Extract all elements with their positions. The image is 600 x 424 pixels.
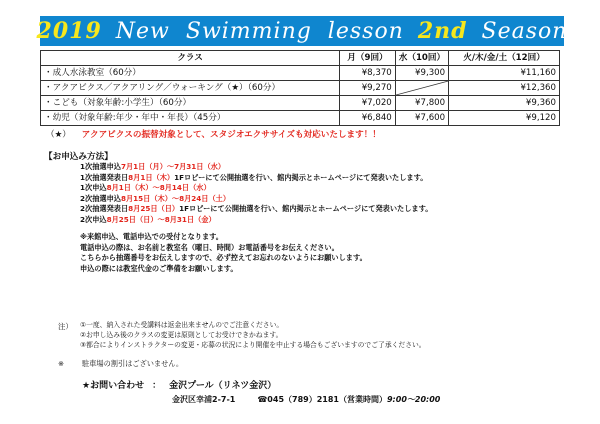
list-item <box>80 194 432 205</box>
schedule-label: 2次抽選申込 <box>80 193 121 203</box>
fee-other: ¥9,120 <box>449 111 560 126</box>
schedule-label: 1次抽選発表日 <box>80 172 129 182</box>
fee-wednesday: ¥7,600 <box>395 111 448 126</box>
contact-address: 金沢区幸浦2-7-1 <box>172 395 236 404</box>
schedule-date: 8月1日（木） <box>128 172 175 182</box>
list-item: ①一度、納入された受講料は返金出来ませんのでご注意ください。 <box>80 321 284 329</box>
contact-hours: 9:00～20:00 <box>386 395 441 404</box>
banner-season-word: Season <box>481 18 568 44</box>
banner-season-number: 2nd <box>417 18 468 44</box>
class-name: ・アクアビクス／アクアリング／ウォーキング（★）（60分） <box>41 81 340 96</box>
schedule-label: 2次抽選発表日 <box>80 204 129 214</box>
schedule-label: 2次申込 <box>80 214 107 224</box>
list-item: ③都合によりインストラクターの変更・応募の状況により開催を中止する場合もございますのでご了承ください。 <box>80 340 426 349</box>
fee-table-header <box>41 51 560 66</box>
list-item: ※来館申込、電話申込での受付となります。 <box>80 232 223 241</box>
header-other-days: 火/木/金/土（12回） <box>449 51 560 66</box>
contact-separator: ： <box>152 381 162 391</box>
table-row <box>41 111 560 126</box>
schedule-label: 1次抽選申込 <box>80 162 121 171</box>
season-banner <box>36 16 568 46</box>
notes-list <box>80 321 426 350</box>
notes-label: 注） <box>58 322 73 331</box>
list-item <box>80 162 432 173</box>
banner-title: New Swimming lesson <box>115 18 404 44</box>
schedule-date: 8月25日（日）～8月31日（金） <box>106 214 216 224</box>
list-item: 電話申込の際は、お名前と教室名（曜日、時間）お電話番号をお伝えください。 <box>80 242 339 252</box>
list-item <box>80 173 432 184</box>
fee-wednesday: ¥7,800 <box>395 96 448 111</box>
table-row <box>41 81 560 96</box>
schedule-label: 1次申込 <box>80 183 107 193</box>
contact-name: 金沢プール（リネツ金沢） <box>169 381 277 391</box>
schedule-date: 8月25日（日） <box>128 204 180 214</box>
fee-other: ¥11,160 <box>449 66 560 81</box>
fee-other: ¥12,360 <box>449 81 560 96</box>
fee-monday: ¥6,840 <box>340 111 396 126</box>
banner-year: 2019 <box>36 18 102 44</box>
parking-mark: ※ <box>58 359 65 368</box>
list-item: こちらから抽選番号をお伝えしますので、必ず控えてお忘れのないようにお願いします。 <box>80 253 367 263</box>
how-to-apply-heading: 【お申込み方法】 <box>44 152 113 162</box>
application-info <box>80 232 367 274</box>
diagonal-slash-icon <box>396 81 448 95</box>
contact-hours-label: （営業時間） <box>338 395 387 404</box>
header-class: クラス <box>41 51 340 66</box>
list-item: 申込の際には教室代金のご準備をお願いします。 <box>80 263 238 273</box>
header-wednesday: 水（10回） <box>395 51 448 66</box>
list-item <box>80 183 432 194</box>
schedule-date: 8月1日（木）～8月14日（水） <box>106 183 211 193</box>
fee-wednesday: ¥9,300 <box>395 66 448 81</box>
parking-text: 駐車場の割引はございません。 <box>82 359 184 368</box>
fee-table <box>40 50 560 126</box>
star-note <box>46 128 381 140</box>
class-name: ・成人水泳教室（60分） <box>41 66 340 81</box>
schedule-date: 8月15日（木）～8月24日（土） <box>120 193 231 203</box>
fee-monday: ¥7,020 <box>340 96 396 111</box>
schedule-detail: 1Fロビーにて公開抽選を行い、館内掲示とホームページにて発表いたします。 <box>174 172 428 182</box>
list-item <box>80 215 432 226</box>
fee-monday: ¥8,370 <box>340 66 396 81</box>
list-item <box>80 204 432 215</box>
fee-other: ¥9,360 <box>449 96 560 111</box>
fee-monday: ¥9,270 <box>340 81 396 96</box>
header-monday: 月（9回） <box>340 51 396 66</box>
table-row <box>41 96 560 111</box>
table-row <box>41 66 560 81</box>
contact-label: ★お問い合わせ <box>82 381 145 391</box>
star-note-text: アクアビクスの振替対象として、スタジオエクササイズも対応いたします！！ <box>81 130 381 140</box>
contact-phone: ☎045（789）2181 <box>257 395 339 404</box>
fee-wednesday-not-offered <box>395 81 448 96</box>
class-name: ・こども（対象年齢:小学生）（60分） <box>41 96 340 111</box>
star-note-mark: （★） <box>46 130 71 140</box>
schedule-date: 7月1日（月）～7月31日（水） <box>120 162 226 171</box>
parking-note <box>58 359 183 369</box>
class-name: ・幼児（対象年齢:年少・年中・年長）（45分） <box>41 111 340 126</box>
schedule-list <box>80 162 432 226</box>
address-line <box>172 394 440 405</box>
list-item: ②お申し込み後のクラスの変更は原則としてお受けできかねます。 <box>80 330 283 339</box>
contact-line <box>82 378 276 391</box>
schedule-detail: 1Fロビーにて公開抽選を行い、館内掲示とホームページにて発表いたします。 <box>179 204 433 214</box>
